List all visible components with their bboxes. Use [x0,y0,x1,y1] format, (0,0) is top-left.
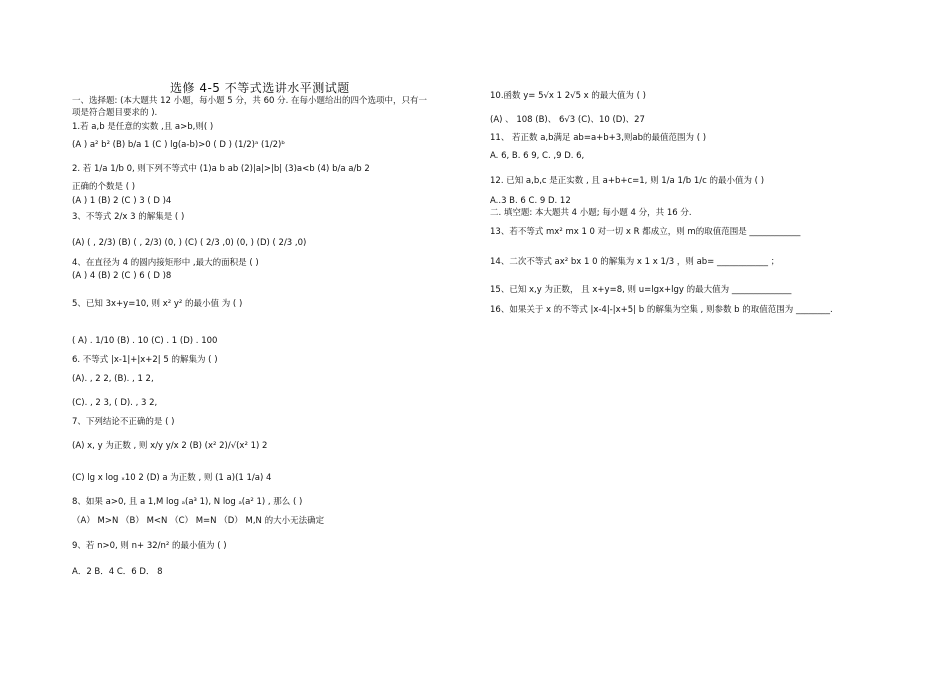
question-9-options: A．2 B．4 C．6 D． 8 [72,567,163,577]
question-1: 1.若 a,b 是任意的实数 ,且 a>b,则( ) [72,122,214,132]
question-6: 6. 不等式 |x-1|+|x+2| 5 的解集为 ( ) [72,355,218,365]
question-5: 5、已知 3x+y=10, 则 x² y² 的最小值 为 ( ) [72,299,243,309]
question-6-options-ab: (A). , 2 2, (B). , 1 2, [72,374,154,384]
question-12-options: A..3 B. 6 C. 9 D. 12 [490,196,571,206]
question-2-options: (A ) 1 (B) 2 (C ) 3 ( D )4 [72,196,172,206]
question-8: 8、如果 a>0, 且 a 1,M log ₐ(a³ 1), N log ₐ(a² 1) , 那么 ( ) [72,497,303,507]
question-8-options: （A） M>N （B） M<N （C） M=N （D） M,N 的大小无法确定 [72,516,325,526]
question-4-options: (A ) 4 (B) 2 (C ) 6 ( D )8 [72,271,172,281]
question-15: 15、已知 x,y 为正数， 且 x+y=8, 则 u=lgx+lgy 的最大值为 ______________ [490,285,792,295]
question-14: 14、二次不等式 ax² bx 1 0 的解集为 x 1 x 1/3 ，则 ab= ____________ ； [490,257,780,267]
question-16: 16、如果关于 x 的不等式 |x-4|-|x+5| b 的解集为空集 , 则参数 b 的取值范围为 ________. [490,305,833,315]
section-1-instructions: 一、选择题: (本大题共 12 小题，每小题 5 分，共 60 分. 在每小题给出的四个选项中，只有一 [72,96,428,106]
question-7: 7、下列结论不正确的是 ( ) [72,417,175,427]
page-title: 选修 4-5 不等式选讲水平测试题 [170,81,350,95]
question-4: 4、在直径为 4 的圆内接矩形中 ,最大的面积是 ( ) [72,258,259,268]
question-6-options-cd: (C). , 2 3, ( D). , 3 2, [72,398,158,408]
question-3: 3、不等式 2/x 3 的解集是 ( ) [72,212,185,222]
question-10-options: (A) 、 108 (B)、 6√3 (C)、10 (D)、27 [490,115,645,125]
question-12: 12. 已知 a,b,c 是正实数 , 且 a+b+c=1, 则 1/a 1/b 1/c 的最小值为 ( ) [490,176,765,186]
question-1-options: (A ) a² b² (B) b/a 1 (C ) lg(a-b)>0 ( D ) (1/2)ᵃ (1/2)ᵇ [72,140,285,150]
question-9: 9、若 n>0, 则 n+ 32/n² 的最小值为 ( ) [72,541,227,551]
question-2: 2. 若 1/a 1/b 0, 则下列不等式中 (1)a b ab (2)|a|>|b| (3)a<b (4) b/a a/b 2 [72,164,370,174]
question-11-options: A. 6, B. 6 9, C. ,9 D. 6, [490,151,585,161]
question-5-options: ( A) . 1/10 (B) . 10 (C) . 1 (D) . 100 [72,336,218,346]
section-1-instructions-cont: 项是符合题目要求的 ). [72,108,158,118]
question-13: 13、若不等式 mx² mx 1 0 对一切 x R 都成立，则 m的取值范围是 ____________ [490,227,801,237]
question-11: 11、 若正数 a,b满足 ab=a+b+3,则ab的最值范围为 ( ) [490,133,707,143]
question-2-cont: 正确的个数是 ( ) [72,182,136,192]
question-7-options-ab: (A) x, y 为正数 , 则 x/y y/x 2 (B) (x² 2)/√(x² 1) 2 [72,441,268,451]
question-7-options-cd: (C) lg x log ₓ10 2 (D) a 为正数 , 则 (1 a)(1 1/a) 4 [72,473,272,483]
question-3-options: (A) ( , 2/3) (B) ( , 2/3) (0, ) (C) ( 2/3 ,0) (0, ) (D) ( 2/3 ,0) [72,238,307,248]
section-2-instructions: 二. 填空题: 本大题共 4 小题; 每小题 4 分，共 16 分. [490,208,692,218]
question-10: 10.函数 y= 5√x 1 2√5 x 的最大值为 ( ) [490,91,646,101]
